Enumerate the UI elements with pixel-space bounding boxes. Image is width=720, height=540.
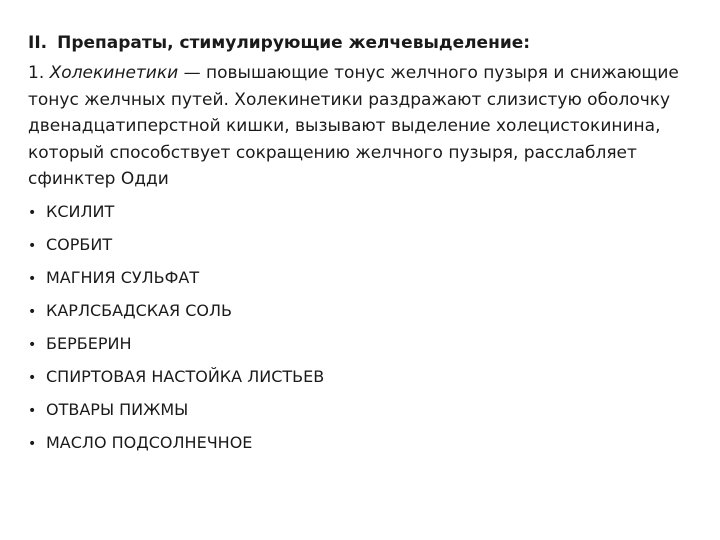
bullet-icon: • bbox=[28, 402, 37, 419]
list-item bbox=[28, 360, 688, 393]
list-item-text: СПИРТОВАЯ НАСТОЙКА ЛИСТЬЕВ bbox=[46, 366, 325, 386]
list-item bbox=[28, 327, 688, 360]
bullet-icon: • bbox=[28, 336, 37, 353]
slide-content bbox=[28, 30, 688, 459]
list-item bbox=[28, 294, 688, 327]
list-item-text: СОРБИТ bbox=[46, 234, 113, 254]
bullet-icon: • bbox=[28, 237, 37, 254]
list-item bbox=[28, 261, 688, 294]
section-number: II. bbox=[28, 33, 48, 53]
bullet-icon: • bbox=[28, 369, 37, 386]
drug-list bbox=[28, 195, 688, 459]
list-item-text: ОТВАРЫ ПИЖМЫ bbox=[46, 399, 189, 419]
bullet-icon: • bbox=[28, 204, 37, 221]
list-item-text: КАРЛСБАДСКАЯ СОЛЬ bbox=[46, 300, 233, 320]
section-title: Препараты, стимулирующие желчевыделение: bbox=[57, 33, 531, 53]
list-item bbox=[28, 393, 688, 426]
list-item-text: БЕРБЕРИН bbox=[46, 333, 132, 353]
list-item bbox=[28, 228, 688, 261]
list-item-text: МАСЛО ПОДСОЛНЕЧНОЕ bbox=[46, 432, 253, 452]
paragraph-prefix: 1. bbox=[28, 63, 45, 83]
paragraph-term: Холекинетики bbox=[49, 63, 179, 83]
bullet-icon: • bbox=[28, 270, 37, 287]
description-paragraph bbox=[28, 60, 688, 193]
list-item bbox=[28, 426, 688, 459]
bullet-icon: • bbox=[28, 303, 37, 320]
section-heading bbox=[28, 30, 688, 56]
list-item bbox=[28, 195, 688, 228]
paragraph-text: — повышающие тонус желчного пузыря и снижающие тонус желчных путей. Холекинетики раздражают слизистую оболочку двенадцатиперстной кишки, вызывают выделение холецистокинина, который способствует сокращению желчного пузыря, расслабляет сфинктер Одди bbox=[28, 63, 679, 189]
bullet-icon: • bbox=[28, 435, 37, 452]
list-item-text: КСИЛИТ bbox=[46, 201, 115, 221]
list-item-text: МАГНИЯ СУЛЬФАТ bbox=[46, 267, 200, 287]
